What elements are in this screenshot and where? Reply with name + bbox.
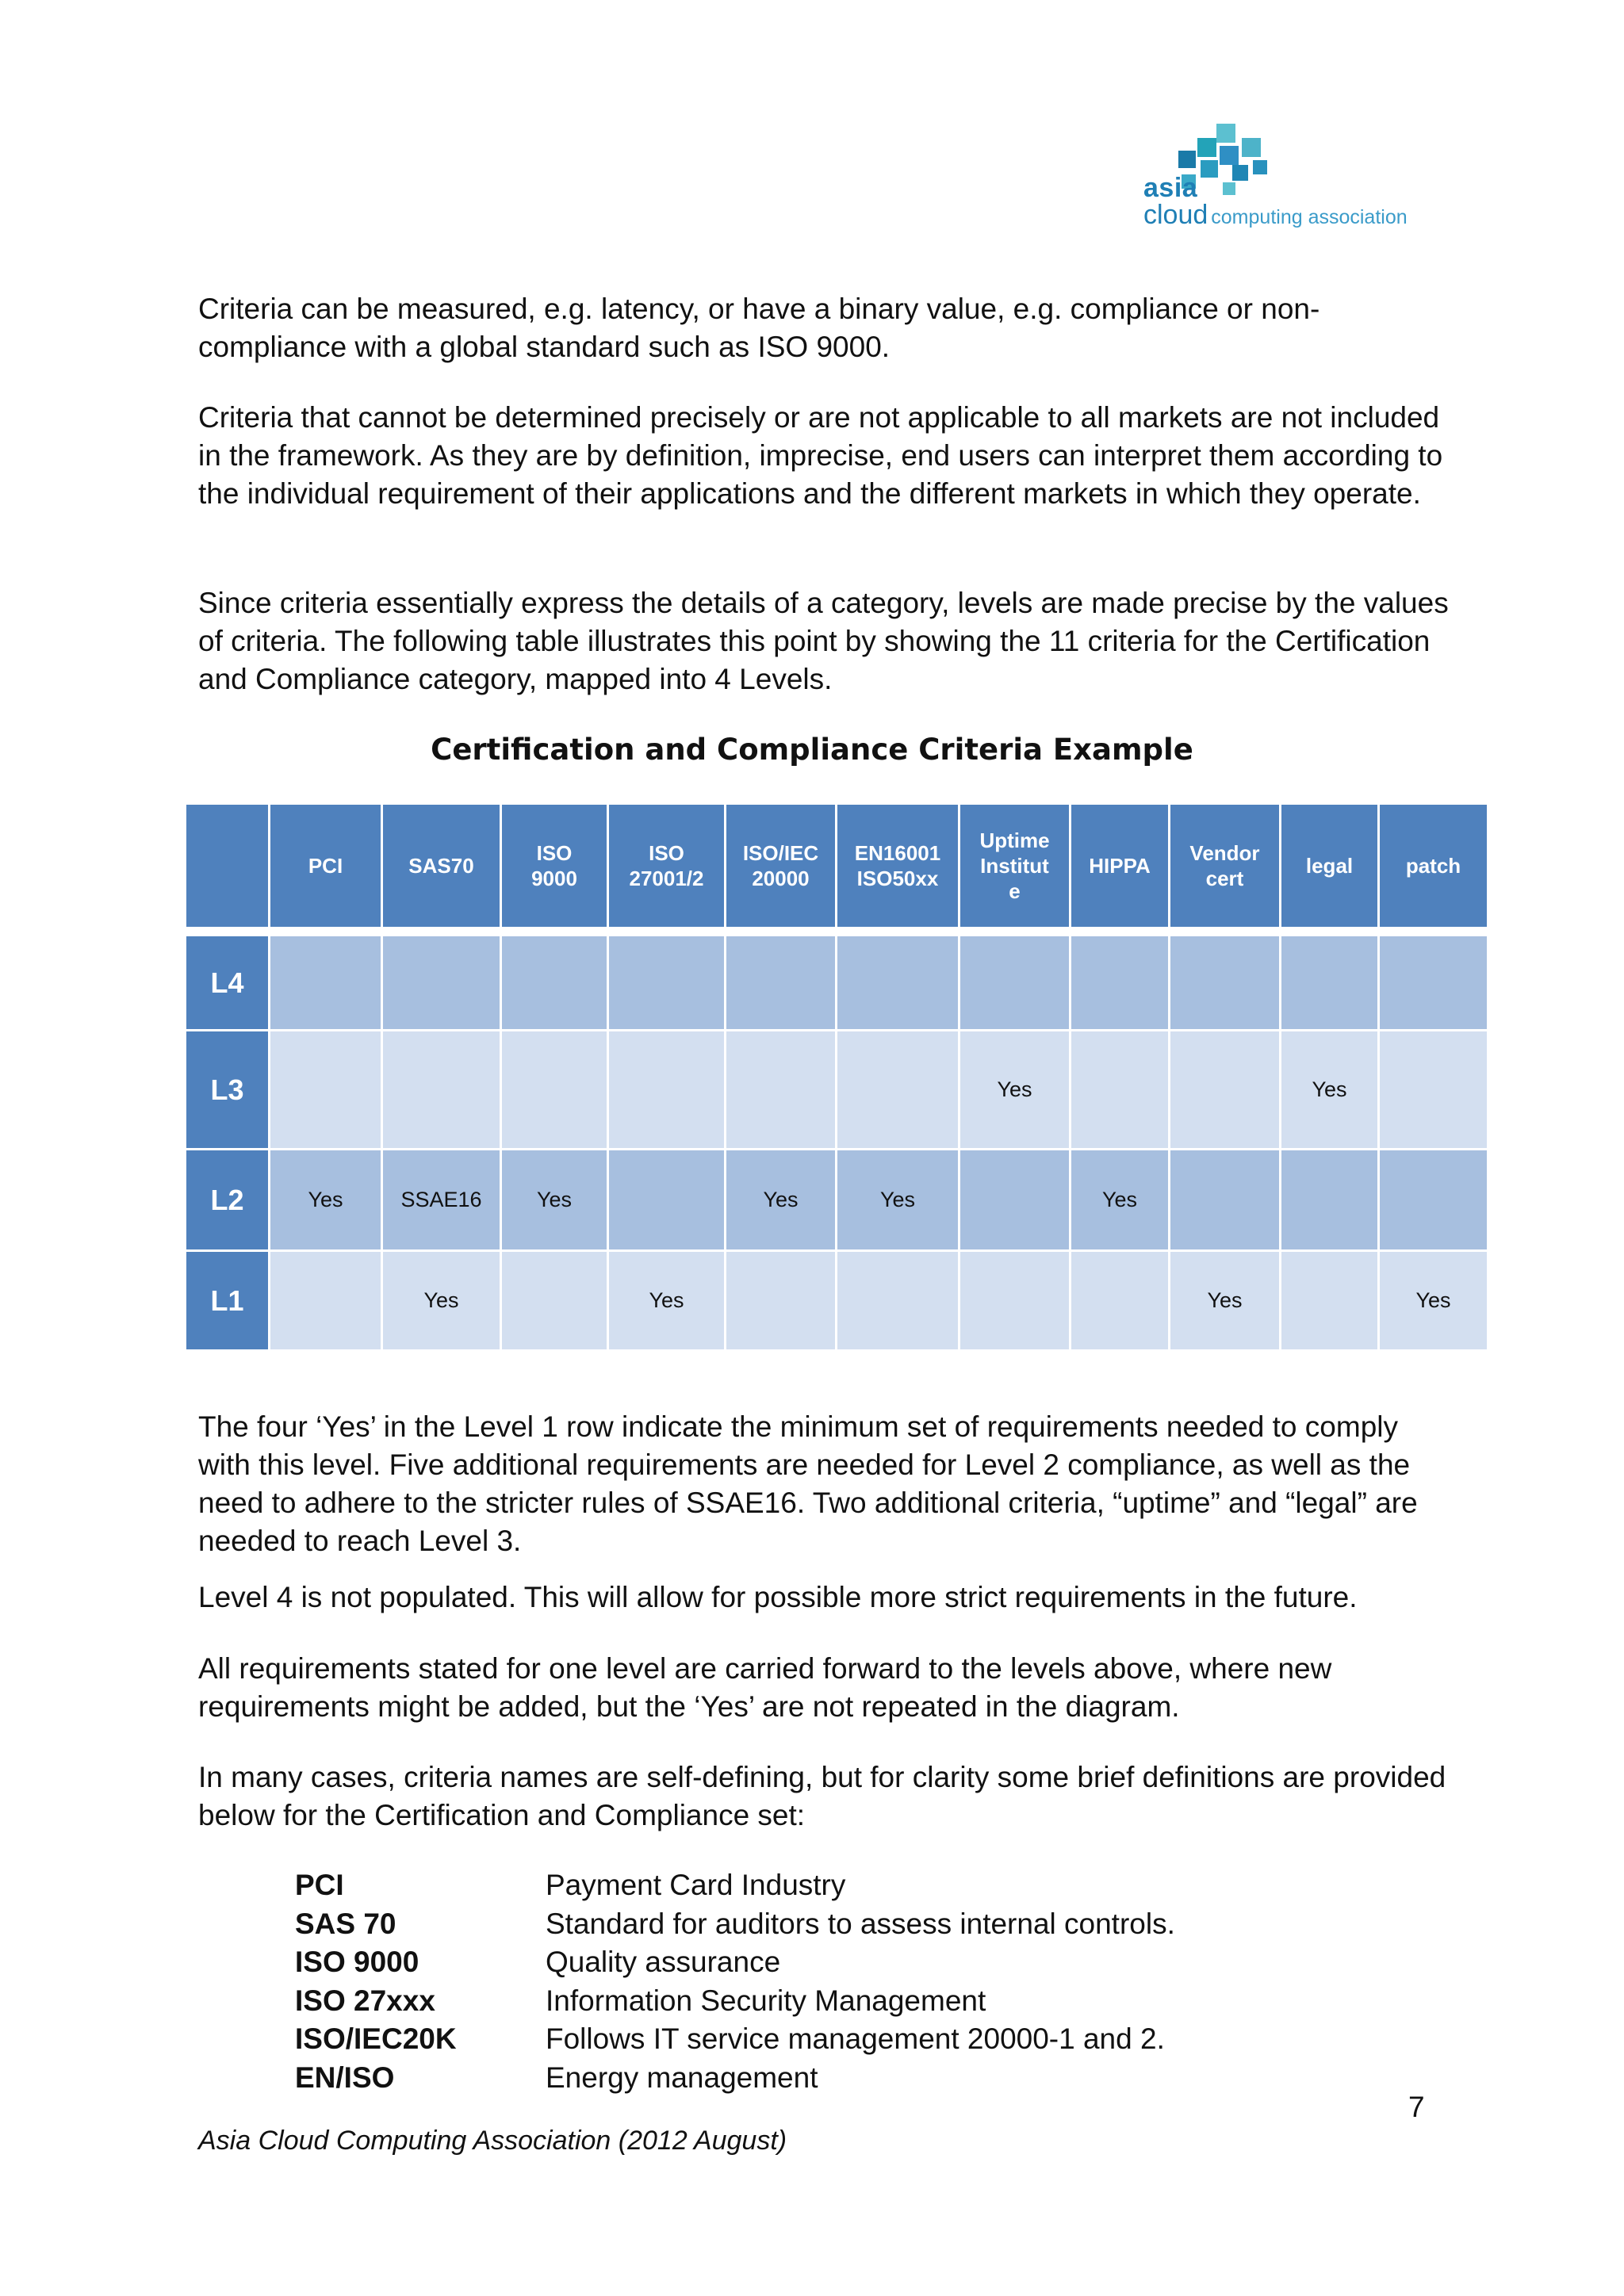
logo-cloud-word: cloud — [1143, 200, 1208, 230]
table-cell — [959, 936, 1071, 1031]
table-cell: Yes — [1281, 1031, 1379, 1150]
definition-term: ISO/IEC20K — [295, 2022, 457, 2055]
definition-item — [295, 1943, 1175, 1982]
table-cell — [1281, 936, 1379, 1031]
header-cell: PCI — [270, 804, 382, 928]
level-label: L1 — [186, 1251, 270, 1351]
paragraph-definitions-intro: In many cases, criteria names are self-defining, but for clarity some brief definitions are provided below for the Certification and Compliance set: — [198, 1761, 1446, 1831]
table-cell — [270, 1031, 382, 1150]
logo-computing-association: computing association — [1211, 206, 1408, 228]
table-cell: Yes — [501, 1150, 608, 1251]
header-cell: HIPPA — [1071, 804, 1170, 928]
table-cell — [382, 936, 501, 1031]
header-cell: ISO 27001/2 — [608, 804, 726, 928]
table-cell — [837, 1251, 959, 1351]
paragraph-criteria-imprecise: Criteria that cannot be determined precisely or are not applicable to all markets are not included in the framework. As they are by definition, imprecise, end users can interpret them according to the individual requirement of their applications and the different markets in which they operate. — [198, 401, 1443, 510]
definition-description: Energy management — [546, 2061, 818, 2094]
header-cell: SAS70 — [382, 804, 501, 928]
table-cell: SSAE16 — [382, 1150, 501, 1251]
table-cell — [270, 1251, 382, 1351]
paragraph-criteria-measured: Criteria can be measured, e.g. latency, or have a binary value, e.g. compliance or non-compliance with a global standard such as ISO 9000. — [198, 293, 1320, 363]
table-cell — [382, 1031, 501, 1150]
table-row-l1 — [186, 1251, 1488, 1351]
table-cell — [837, 936, 959, 1031]
table-cell — [608, 936, 726, 1031]
criteria-table — [184, 802, 1489, 1352]
header-cell: EN16001 ISO50xx — [837, 804, 959, 928]
level-label: L4 — [186, 936, 270, 1031]
header-cell: Uptime Institut e — [959, 804, 1071, 928]
definition-description: Standard for auditors to assess internal controls. — [546, 1907, 1175, 1940]
definition-term: SAS 70 — [295, 1907, 396, 1940]
header-cell: Vendor cert — [1170, 804, 1281, 928]
table-cell: Yes — [270, 1150, 382, 1251]
level-label: L3 — [186, 1031, 270, 1150]
table-cell — [1170, 1150, 1281, 1251]
footer-citation: Asia Cloud Computing Association (2012 August) — [198, 2126, 787, 2156]
table-cell: Yes — [1379, 1251, 1488, 1351]
definition-item — [295, 1905, 1175, 1944]
logo-asia-text: asia — [1143, 173, 1198, 203]
table-cell — [608, 1031, 726, 1150]
table-cell — [608, 1150, 726, 1251]
definition-item — [295, 1866, 1175, 1905]
header-cell: ISO 9000 — [501, 804, 608, 928]
table-cell — [959, 1150, 1071, 1251]
definition-term: PCI — [295, 1869, 344, 1901]
definition-item — [295, 2059, 1175, 2098]
table-cell: Yes — [382, 1251, 501, 1351]
definition-term: EN/ISO — [295, 2061, 395, 2094]
header-corner — [186, 804, 270, 928]
paragraph-level-explanation: The four ‘Yes’ in the Level 1 row indicate the minimum set of requirements needed to comply with this level. Five additional requirements are needed for Level 2 compliance, as well as the need to adhere to the stricter rules of SSAE16. Two additional criteria, “uptime” and “legal” are needed to reach Level 3. — [198, 1410, 1418, 1557]
table-cell — [726, 936, 837, 1031]
table-cell — [1071, 936, 1170, 1031]
definition-term: ISO 9000 — [295, 1946, 419, 1978]
table-cell — [1379, 936, 1488, 1031]
definitions-list — [295, 1866, 1175, 2097]
table-row-l2 — [186, 1150, 1488, 1251]
table-cell — [959, 1251, 1071, 1351]
acca-logo — [1134, 119, 1408, 238]
table-cell: Yes — [1071, 1150, 1170, 1251]
header-cell: ISO/IEC 20000 — [726, 804, 837, 928]
definition-item — [295, 1982, 1175, 2021]
table-cell — [726, 1031, 837, 1150]
table-cell — [270, 936, 382, 1031]
table-cell — [726, 1251, 837, 1351]
table-title: Certification and Compliance Criteria Example — [431, 733, 1193, 767]
table-cell — [1071, 1251, 1170, 1351]
table-cell: Yes — [959, 1031, 1071, 1150]
definition-item — [295, 2020, 1175, 2059]
table-cell — [501, 1031, 608, 1150]
table-cell — [501, 1251, 608, 1351]
table-row-l3 — [186, 1031, 1488, 1150]
page-number: 7 — [1408, 2091, 1425, 2123]
definition-description: Payment Card Industry — [546, 1869, 846, 1901]
table-cell: Yes — [837, 1150, 959, 1251]
header-cell: patch — [1379, 804, 1488, 928]
definition-description: Quality assurance — [546, 1946, 781, 1978]
table-header-row — [186, 804, 1488, 928]
table-cell — [501, 936, 608, 1031]
definition-term: ISO 27xxx — [295, 1984, 435, 2017]
table-cell: Yes — [608, 1251, 726, 1351]
paragraph-carried-forward: All requirements stated for one level are carried forward to the levels above, where new requirements might be added, but the ‘Yes’ are not repeated in the diagram. — [198, 1652, 1332, 1723]
paragraph-level4: Level 4 is not populated. This will allow for possible more strict requirements in the future. — [198, 1581, 1358, 1613]
definition-description: Information Security Management — [546, 1984, 986, 2017]
table-cell — [1281, 1150, 1379, 1251]
table-cell — [1281, 1251, 1379, 1351]
table-cell — [1170, 1031, 1281, 1150]
table-cell: Yes — [1170, 1251, 1281, 1351]
table-cell — [1379, 1150, 1488, 1251]
table-cell: Yes — [726, 1150, 837, 1251]
header-cell: legal — [1281, 804, 1379, 928]
level-label: L2 — [186, 1150, 270, 1251]
table-cell — [837, 1031, 959, 1150]
table-row-l4 — [186, 936, 1488, 1031]
definition-description: Follows IT service management 20000-1 and 2. — [546, 2022, 1165, 2055]
table-cell — [1379, 1031, 1488, 1150]
table-cell — [1071, 1031, 1170, 1150]
logo-cloud-text — [1143, 201, 1408, 231]
paragraph-criteria-levels: Since criteria essentially express the details of a category, levels are made precise by the values of criteria. The following table illustrates this point by showing the 11 criteria for the Certification and Compliance category, mapped into 4 Levels. — [198, 587, 1449, 695]
table-cell — [1170, 936, 1281, 1031]
